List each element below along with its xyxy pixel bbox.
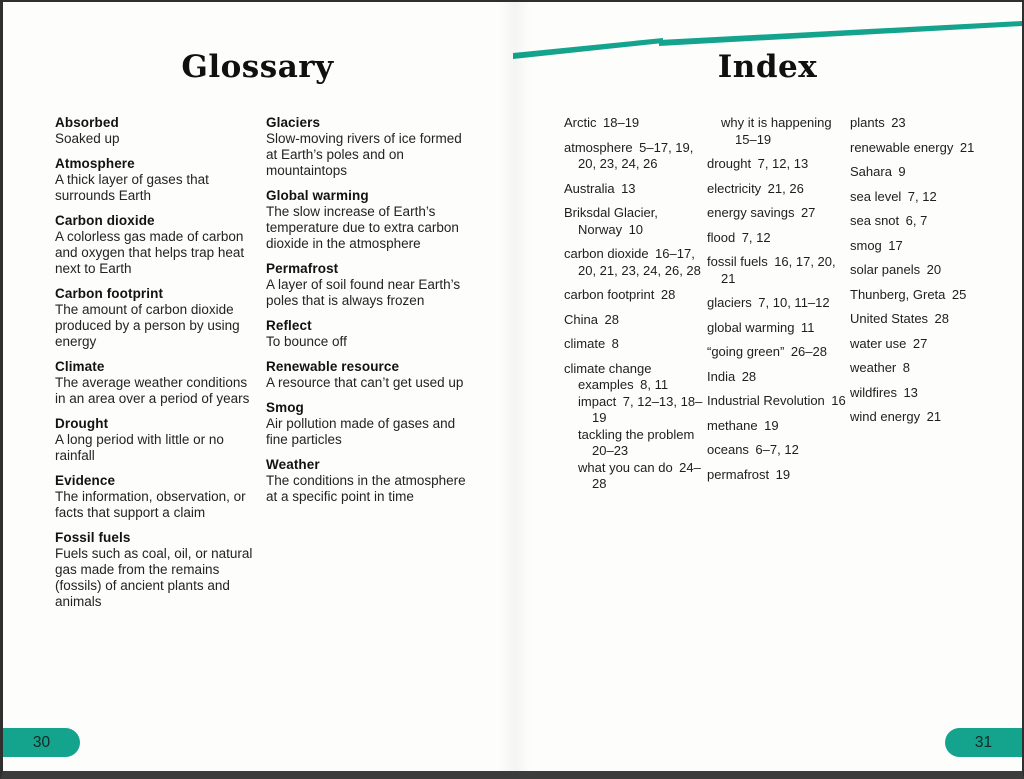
index-entry xyxy=(564,140,706,173)
index-entry xyxy=(850,336,986,353)
index-entry-line: sea snot 6, 7 xyxy=(850,213,928,228)
glossary-definition: A thick layer of gases that surrounds Earth xyxy=(55,172,209,203)
index-entry-line: China 28 xyxy=(564,311,619,327)
index-page xyxy=(513,2,1022,771)
index-entry xyxy=(564,287,706,304)
index-entry xyxy=(850,140,986,157)
index-entry-line: electricity 21, 26 xyxy=(707,180,804,196)
index-entry xyxy=(850,213,986,230)
glossary-definition: A layer of soil found near Earth’s poles that is always frozen xyxy=(266,277,461,308)
glossary-term: Absorbed xyxy=(55,115,119,130)
glossary-definition: A colorless gas made of carbon and oxygen that helps trap heat next to Earth xyxy=(55,229,245,276)
index-entry-line: energy savings 27 xyxy=(707,205,816,220)
glossary-term: Carbon footprint xyxy=(55,286,164,301)
index-column-3 xyxy=(850,115,986,434)
index-entry xyxy=(564,336,706,353)
index-entry-line: wind energy 21 xyxy=(850,409,942,424)
glossary-definition: To bounce off xyxy=(266,334,347,349)
index-entry-line: United States 28 xyxy=(850,311,950,326)
index-entry xyxy=(707,442,849,459)
glossary-definition: A resource that can’t get used up xyxy=(266,375,464,390)
glossary-term: Fossil fuels xyxy=(55,530,131,545)
index-entry-line: sea level 7, 12 xyxy=(850,188,937,204)
index-entry-line: flood 7, 12 xyxy=(707,229,771,245)
index-entry-line: solar panels 20 xyxy=(850,262,942,277)
index-entry-line: climate 8 xyxy=(564,336,619,351)
index-entry-line: permafrost 19 xyxy=(707,466,791,482)
index-entry-line: climate change xyxy=(564,360,652,376)
index-entry-line: plants 23 xyxy=(850,115,906,130)
index-entry-line: oceans 6–7, 12 xyxy=(707,442,799,457)
glossary-entry xyxy=(55,416,253,464)
glossary-term: Global warming xyxy=(266,188,369,203)
glossary-term: Evidence xyxy=(55,473,116,488)
glossary-definition: Soaked up xyxy=(55,131,120,146)
index-entry xyxy=(707,320,849,337)
index-entry-line: India 28 xyxy=(707,368,757,384)
page-number-left: 30 xyxy=(32,733,51,751)
glossary-entry xyxy=(266,261,466,309)
glossary-column-2 xyxy=(266,115,466,514)
index-entry-line: smog 17 xyxy=(850,237,903,253)
index-entry-line: Sahara 9 xyxy=(850,164,906,179)
glossary-entry xyxy=(266,115,466,179)
glossary-definition: The slow increase of Earth’s temperature due to extra carbon dioxide in the atmosphere xyxy=(266,204,459,251)
glossary-term: Drought xyxy=(55,416,109,431)
glossary-entry xyxy=(266,188,466,252)
page-number-badge-right xyxy=(945,728,1022,757)
index-entry-line: methane 19 xyxy=(707,417,779,433)
page-number-right: 31 xyxy=(974,733,993,751)
index-subentry-line: examples 8, 11 xyxy=(578,377,669,392)
glossary-definition: The average weather conditions in an area over a period of years xyxy=(55,375,250,406)
glossary-term: Glaciers xyxy=(266,115,321,130)
index-entry-line: Industrial Revolution 16 xyxy=(707,393,846,408)
glossary-term: Climate xyxy=(55,359,105,374)
glossary-entry xyxy=(55,530,253,610)
index-subentry-line: impact 7, 12–13, 18–19 xyxy=(578,393,703,425)
index-entry-line: “going green” 26–28 xyxy=(707,344,827,359)
glossary-entry xyxy=(266,457,466,505)
index-entry-line: renewable energy 21 xyxy=(850,139,975,155)
index-entry xyxy=(707,467,849,484)
glossary-definition: The information, observation, or facts that support a claim xyxy=(55,489,246,520)
index-entry xyxy=(707,393,849,410)
glossary-term: Renewable resource xyxy=(266,359,400,374)
glossary-definition: The amount of carbon dioxide produced by a person by using energy xyxy=(55,302,240,349)
glossary-entry xyxy=(55,115,253,147)
index-entry xyxy=(707,254,849,287)
index-entry xyxy=(564,361,706,493)
index-entry xyxy=(707,344,849,361)
index-subentry-line: tackling the problem 20–23 xyxy=(578,426,701,458)
index-entry-line: Arctic 18–19 xyxy=(564,115,640,130)
index-entry xyxy=(850,238,986,255)
glossary-definition: Fuels such as coal, oil, or natural gas made from the remains (fossils) of ancient plants and animals xyxy=(55,546,253,609)
index-column-2 xyxy=(707,115,849,491)
index-entry-line: drought 7, 12, 13 xyxy=(707,156,809,171)
index-entry xyxy=(564,312,706,329)
index-entry xyxy=(707,230,849,247)
glossary-entry xyxy=(266,400,466,448)
index-entry xyxy=(850,189,986,206)
glossary-term: Carbon dioxide xyxy=(55,213,155,228)
index-entry-line: Australia 13 xyxy=(564,180,636,196)
index-page-title: Index xyxy=(717,49,818,85)
glossary-term: Reflect xyxy=(266,318,312,333)
glossary-page xyxy=(3,2,512,771)
glossary-entry xyxy=(266,359,466,391)
index-entry xyxy=(850,311,986,328)
glossary-definition: Slow-moving rivers of ice formed at Earth’s poles and on mountaintops xyxy=(266,131,462,178)
glossary-definition: Air pollution made of gases and fine particles xyxy=(266,416,456,447)
index-entry xyxy=(564,246,706,279)
glossary-entry xyxy=(55,473,253,521)
index-entry-line: glaciers 7, 10, 11–12 xyxy=(707,295,830,310)
index-entry xyxy=(850,115,986,132)
index-entry xyxy=(707,181,849,198)
index-entry xyxy=(850,262,986,279)
index-entry-line: weather 8 xyxy=(850,360,910,375)
index-entry-line: Thunberg, Greta 25 xyxy=(850,286,967,302)
index-column-1 xyxy=(564,115,706,501)
glossary-page-title: Glossary xyxy=(181,49,334,85)
index-entry-line: atmosphere 5–17, 19, 20, 23, 24, 26 xyxy=(564,139,694,171)
index-entry xyxy=(564,115,706,132)
glossary-entry xyxy=(55,286,253,350)
index-entry xyxy=(850,164,986,181)
index-subentry-line: what you can do 24–28 xyxy=(578,459,701,491)
index-entry xyxy=(707,156,849,173)
index-entry xyxy=(564,181,706,198)
glossary-column-1 xyxy=(55,115,253,619)
index-entry-line: water use 27 xyxy=(850,335,928,351)
index-entry xyxy=(707,205,849,222)
page-number-badge-left xyxy=(3,728,80,757)
glossary-definition: The conditions in the atmosphere at a specific point in time xyxy=(266,473,466,504)
index-entry-line: fossil fuels 16, 17, 20, 21 xyxy=(707,254,836,286)
glossary-entry xyxy=(55,213,253,277)
glossary-entry xyxy=(266,318,466,350)
index-entry-line: wildfires 13 xyxy=(850,384,918,400)
index-entry-line: why it is happening 15–19 xyxy=(721,115,839,147)
index-entry xyxy=(564,205,706,238)
index-entry xyxy=(850,409,986,426)
index-entry-line: Briksdal Glacier, Norway 10 xyxy=(564,205,658,237)
glossary-definition: A long period with little or no rainfall xyxy=(55,432,224,463)
index-entry xyxy=(850,385,986,402)
glossary-term: Atmosphere xyxy=(55,156,135,171)
glossary-entry xyxy=(55,156,253,204)
glossary-term: Weather xyxy=(266,457,320,472)
index-entry xyxy=(707,418,849,435)
index-entry xyxy=(721,115,849,148)
glossary-term: Smog xyxy=(266,400,304,415)
glossary-term: Permafrost xyxy=(266,261,339,276)
index-entry xyxy=(707,369,849,386)
index-entry-line: carbon footprint 28 xyxy=(564,287,676,302)
index-entry xyxy=(850,287,986,304)
index-entry-line: carbon dioxide 16–17, 20, 21, 23, 24, 26, 28 xyxy=(564,246,701,278)
index-entry xyxy=(850,360,986,377)
index-entry xyxy=(707,295,849,312)
glossary-entry xyxy=(55,359,253,407)
index-entry-line: global warming 11 xyxy=(707,319,815,335)
